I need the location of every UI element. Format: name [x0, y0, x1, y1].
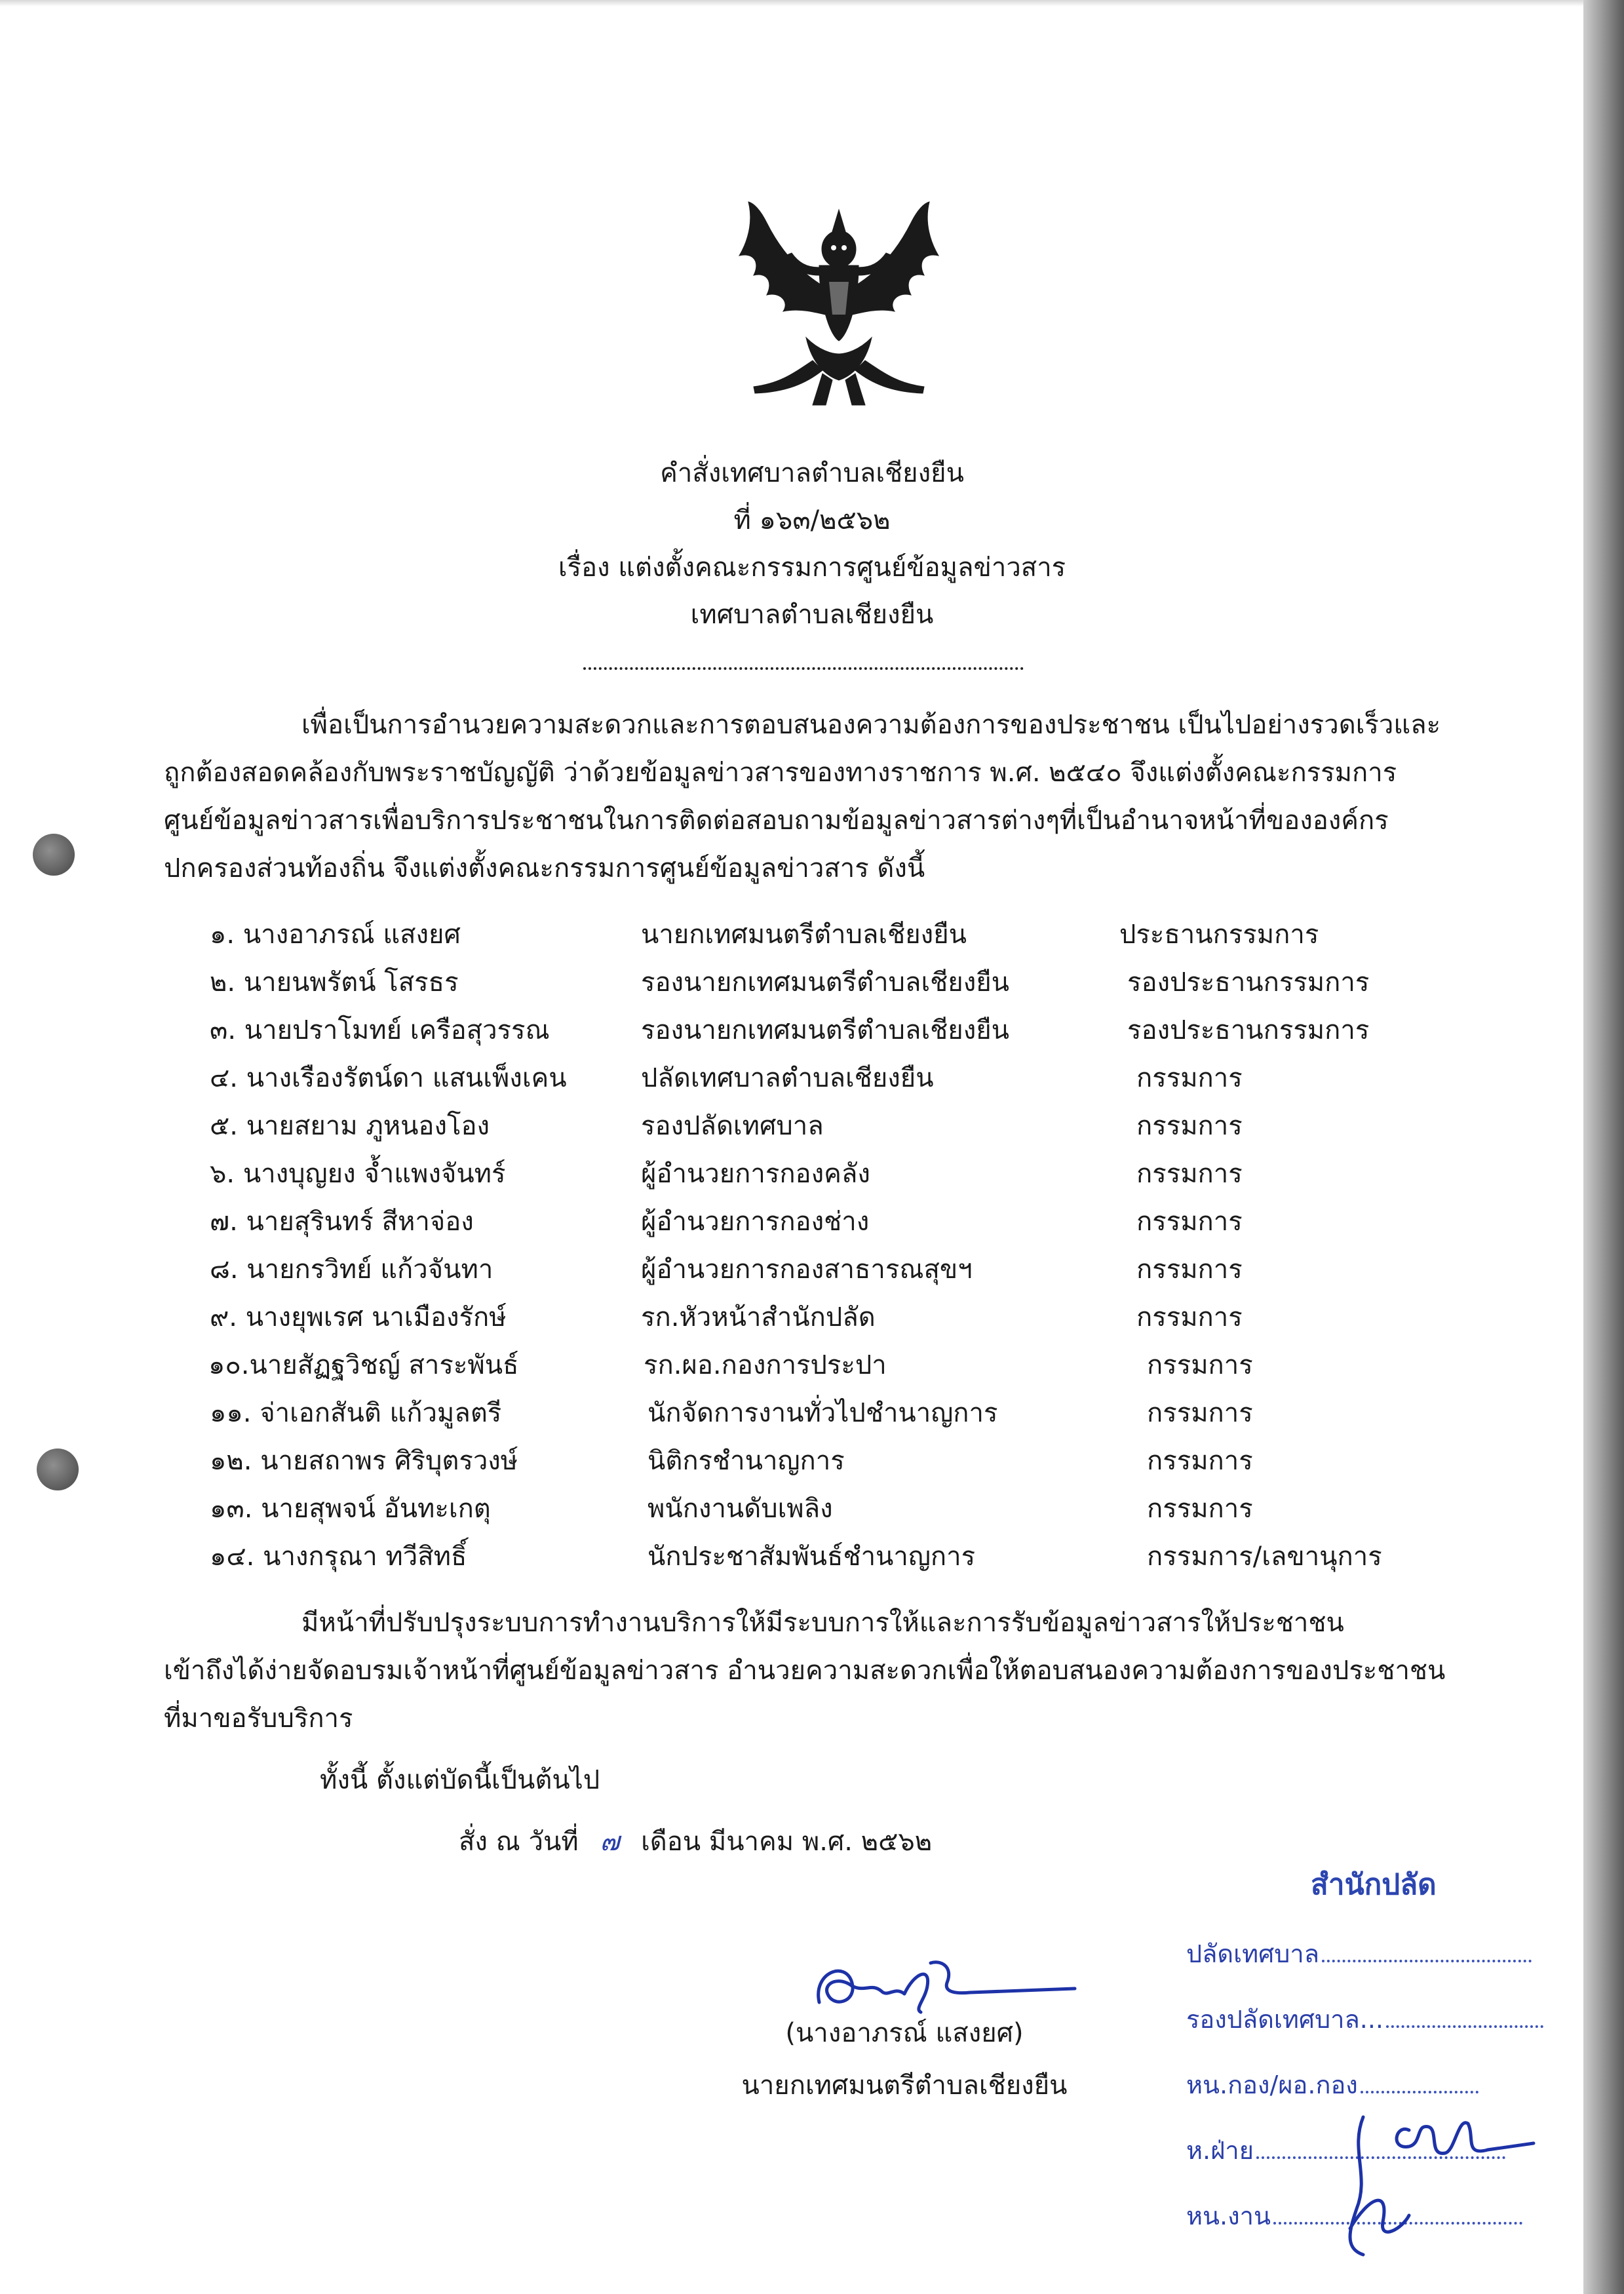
member-row [210, 1102, 1429, 1150]
member-row [210, 1437, 1429, 1485]
stamp-row-label: รองปลัดเทศบาล... [1186, 2005, 1384, 2034]
member-role: กรรมการ [1147, 1494, 1253, 1524]
divider [583, 667, 1024, 670]
member-name: ๙. นางยุพเรศ นาเมืองรักษ์ [210, 1302, 507, 1332]
order-subject-line2: เทศบาลตำบลเชียงยืน [690, 600, 934, 630]
member-position: รก.หัวหน้าสำนักปลัด [641, 1302, 876, 1332]
date-suffix: เดือน มีนาคม พ.ศ. ๒๕๖๒ [641, 1827, 933, 1857]
member-name: ๔. นางเรืองรัตน์ดา แสนเพ็งเคน [210, 1063, 567, 1093]
stamp-dotted-line [1361, 2084, 1479, 2093]
member-name: ๖. นางบุญยง จ้ำแพงจันทร์ [210, 1159, 506, 1189]
stamp-row-label: หน.งาน [1186, 2202, 1271, 2230]
member-position: นักจัดการงานทั่วไปชำนาญการ [648, 1398, 998, 1428]
member-name: ๑๔. นางกรุณา ทวีสิทธิ์ [210, 1542, 467, 1572]
committee-member-list [210, 911, 1429, 1581]
member-row [210, 1198, 1429, 1246]
member-position: ผู้อำนวยการกองช่าง [641, 1207, 870, 1237]
intro-line: ถูกต้องสอดคล้องกับพระราชบัญญัติ ว่าด้วยข้อมูลข่าวสารของทางราชการ พ.ศ. ๒๕๔๐ จึงแต่งตั้งคณะกรรมการ [164, 758, 1397, 788]
member-role: กรรมการ [1147, 1446, 1253, 1476]
member-row [210, 1390, 1429, 1437]
duties-line: เข้าถึงได้ง่ายจัดอบรมเจ้าหน้าที่ศูนย์ข้อมูลข่าวสาร อำนวยความสะดวกเพื่อให้ตอบสนองความต้องการของประชาชน [164, 1656, 1446, 1686]
member-name: ๗. นายสุรินทร์ สีหาจ่อง [210, 1207, 474, 1237]
member-role: ประธานกรรมการ [1119, 920, 1319, 950]
duties-line: มีหน้าที่ปรับปรุงระบบการทำงานบริการให้มีระบบการให้และการรับข้อมูลข่าวสารให้ประชาชน [301, 1608, 1344, 1638]
punch-hole [37, 1448, 79, 1490]
stamp-row [1186, 1999, 1579, 2039]
stamp-row-label: ปลัดเทศบาล [1186, 1939, 1319, 1968]
member-name: ๒. นายนพรัตน์ โสรธร [210, 967, 459, 998]
duties-paragraph [164, 1599, 1455, 1743]
member-row [210, 1342, 1429, 1390]
signatory-name: (นางอาภรณ์ แสงยศ) [785, 2018, 1024, 2048]
member-role: กรรมการ [1147, 1398, 1253, 1428]
member-position: นิติกรชำนาญการ [648, 1446, 845, 1476]
member-position: รองนายกเทศมนตรีตำบลเชียงยืน [641, 967, 1010, 998]
member-name: ๑๒. นายสถาพร ศิริบุตรวงษ์ [210, 1446, 518, 1476]
order-title: คำสั่งเทศบาลตำบลเชียงยืน [660, 458, 964, 488]
stamp-row-label: ห.ฝ่าย [1186, 2136, 1254, 2165]
member-name: ๑. นางอาภรณ์ แสงยศ [210, 920, 461, 950]
member-position: นักประชาสัมพันธ์ชำนาญการ [648, 1542, 976, 1572]
scan-top-shadow [0, 0, 1624, 7]
member-name: ๓. นายปราโมทย์ เครือสุวรรณ [210, 1015, 550, 1045]
punch-hole [33, 834, 75, 876]
office-routing-stamp [1180, 1861, 1586, 2281]
intro-paragraph [164, 701, 1455, 893]
date-prefix: สั่ง ณ วันที่ [459, 1827, 579, 1857]
member-position: รก.ผอ.กองการประปา [644, 1350, 887, 1380]
member-role: กรรมการ/เลขานุการ [1147, 1542, 1382, 1572]
order-number: ที่ ๑๖๓/๒๕๖๒ [733, 505, 891, 535]
member-position: พนักงานดับเพลิง [648, 1494, 833, 1524]
member-name: ๑๐.นายสัฏฐวิชญ์ สาระพันธ์ [208, 1350, 519, 1380]
member-row [210, 911, 1429, 959]
member-role: รองประธานกรรมการ [1127, 967, 1370, 998]
member-role: กรรมการ [1136, 1159, 1243, 1189]
member-row [210, 1150, 1429, 1198]
member-position: รองนายกเทศมนตรีตำบลเชียงยืน [641, 1015, 1010, 1045]
stamp-row-label: หน.กอง/ผอ.กอง [1186, 2070, 1358, 2099]
member-row [210, 1055, 1429, 1102]
member-role: กรรมการ [1136, 1063, 1243, 1093]
member-role: รองประธานกรรมการ [1127, 1015, 1370, 1045]
stamp-signature-image [1324, 2097, 1560, 2268]
duties-line: ที่มาขอรับบริการ [164, 1703, 353, 1734]
signatory-title: นายกเทศมนตรีตำบลเชียงยืน [741, 2070, 1068, 2101]
date-day: ๗ [600, 1827, 620, 1857]
member-role: กรรมการ [1136, 1207, 1243, 1237]
member-position: นายกเทศมนตรีตำบลเชียงยืน [641, 920, 967, 950]
member-row [210, 1533, 1429, 1581]
member-row [210, 959, 1429, 1007]
effective-statement: ทั้งนี้ ตั้งแต่บัดนี้เป็นต้นไป [320, 1765, 600, 1795]
member-name: ๑๑. จ่าเอกสันติ แก้วมูลตรี [210, 1398, 502, 1428]
stamp-row [1186, 1934, 1579, 1973]
member-row [210, 1007, 1429, 1055]
member-name: ๑๓. นายสุพจน์ อันทะเกตุ [210, 1494, 491, 1524]
garuda-emblem-icon [714, 197, 963, 406]
stamp-dotted-line [1386, 2019, 1543, 2028]
stamp-title: สำนักปลัด [1311, 1868, 1437, 1901]
member-role: กรรมการ [1136, 1302, 1243, 1332]
member-role: กรรมการ [1136, 1254, 1243, 1285]
order-subject: เรื่อง แต่งตั้งคณะกรรมการศูนย์ข้อมูลข่าวสาร [558, 553, 1066, 583]
scan-page-edge [1583, 0, 1624, 2294]
member-position: รองปลัดเทศบาล [641, 1111, 824, 1141]
member-position: ปลัดเทศบาลตำบลเชียงยืน [641, 1063, 934, 1093]
stamp-dotted-line [1322, 1953, 1532, 1962]
member-role: กรรมการ [1136, 1111, 1243, 1141]
intro-line: เพื่อเป็นการอำนวยความสะดวกและการตอบสนองความต้องการของประชาชน เป็นไปอย่างรวดเร็วและ [301, 710, 1441, 740]
member-position: ผู้อำนวยการกองสาธารณสุขฯ [641, 1254, 973, 1285]
member-row [210, 1294, 1429, 1342]
member-row [210, 1246, 1429, 1294]
intro-line: ศูนย์ข้อมูลข่าวสารเพื่อบริการประชาชนในการติดต่อสอบถามข้อมูลข่าวสารต่างๆที่เป็นอำนาจหน้าที่ขององค์กร [164, 806, 1389, 836]
intro-line: ปกครองส่วนท้องถิ่น จึงแต่งตั้งคณะกรรมการศูนย์ข้อมูลข่าวสาร ดังนี้ [164, 853, 925, 884]
member-role: กรรมการ [1147, 1350, 1253, 1380]
member-name: ๘. นายกรวิทย์ แก้วจันทา [210, 1254, 493, 1285]
member-row [210, 1485, 1429, 1533]
member-position: ผู้อำนวยการกองคลัง [641, 1159, 870, 1189]
order-date [459, 1818, 932, 1866]
member-name: ๕. นายสยาม ภูหนองโอง [210, 1111, 490, 1141]
